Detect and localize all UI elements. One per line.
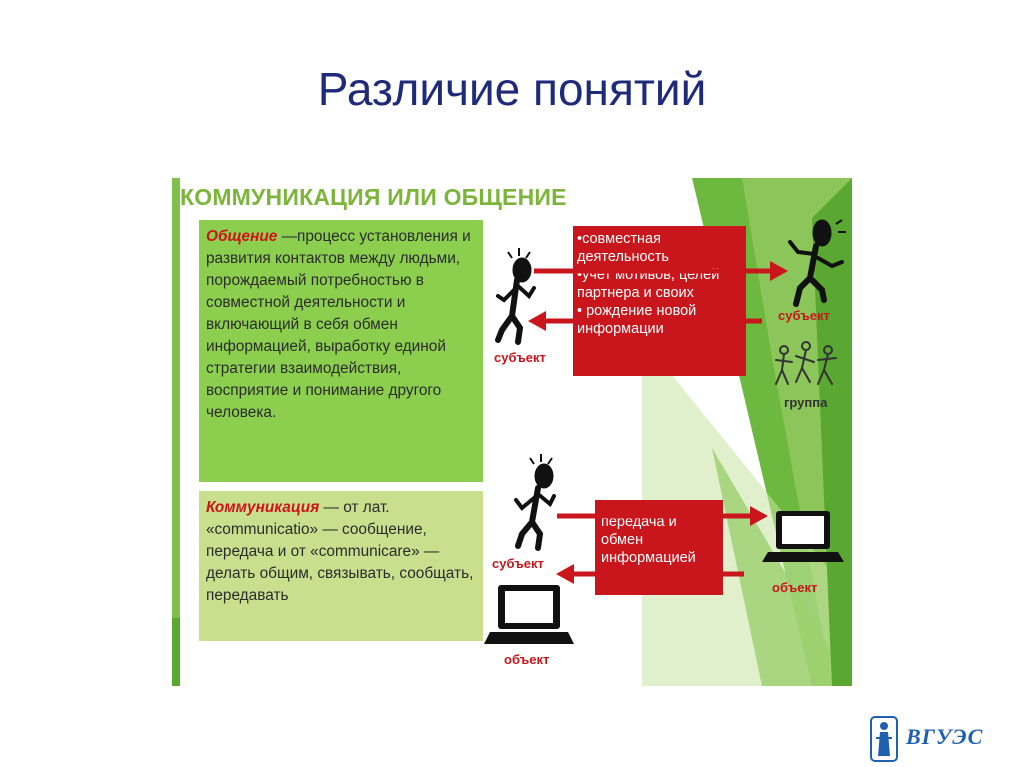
person-icon: [790, 220, 846, 304]
person-icon: [498, 248, 534, 342]
arrow-left-top: [528, 311, 762, 331]
definition-text: —процесс установления и развития контактов между людьми, порождаемый потребностью в совместной деятельности и включающий в себя обмен информацией, выработку единой стратегии взаимодействия, восприятие и понимание другого человека.: [206, 228, 471, 421]
feature-item: •учет мотивов, целей партнера и своих: [577, 267, 720, 301]
term-obshchenie: Общение: [206, 228, 278, 245]
label-subject: субъект: [494, 350, 546, 365]
logo-text: ВГУЭС: [906, 724, 984, 749]
label-object: объект: [772, 580, 818, 595]
transfer-text: передача и обмен информацией: [601, 514, 696, 566]
definition-text: — от лат. «communicatio» — сообщение, передача и от «communicare» — делать общим, связывать, сообщать, передавать: [206, 499, 474, 604]
arrow-right-top: [534, 261, 788, 281]
label-subject: субъект: [778, 308, 830, 323]
label-object: объект: [504, 652, 550, 667]
feature-item: •совместная деятельность: [577, 231, 669, 265]
laptop-icon: [484, 585, 574, 644]
slide-title: Различие понятий: [317, 63, 707, 115]
university-logo: [868, 716, 988, 764]
term-kommunikatsiya: Коммуникация: [206, 499, 320, 516]
arrow-left-bottom: [556, 564, 744, 584]
feature-item: • рождение новой информации: [577, 303, 697, 337]
panel-heading: КОММУНИКАЦИЯ ИЛИ ОБЩЕНИЕ: [180, 184, 567, 210]
person-icon: [516, 454, 554, 548]
emblem-icon: [870, 716, 900, 762]
group-icon: [776, 342, 836, 384]
label-subject: субъект: [492, 556, 544, 571]
laptop-icon: [762, 511, 844, 562]
arrow-right-bottom: [557, 506, 768, 526]
diagram-panel: [172, 178, 852, 686]
label-group: группа: [784, 395, 828, 410]
diagram-figures: [172, 178, 852, 686]
